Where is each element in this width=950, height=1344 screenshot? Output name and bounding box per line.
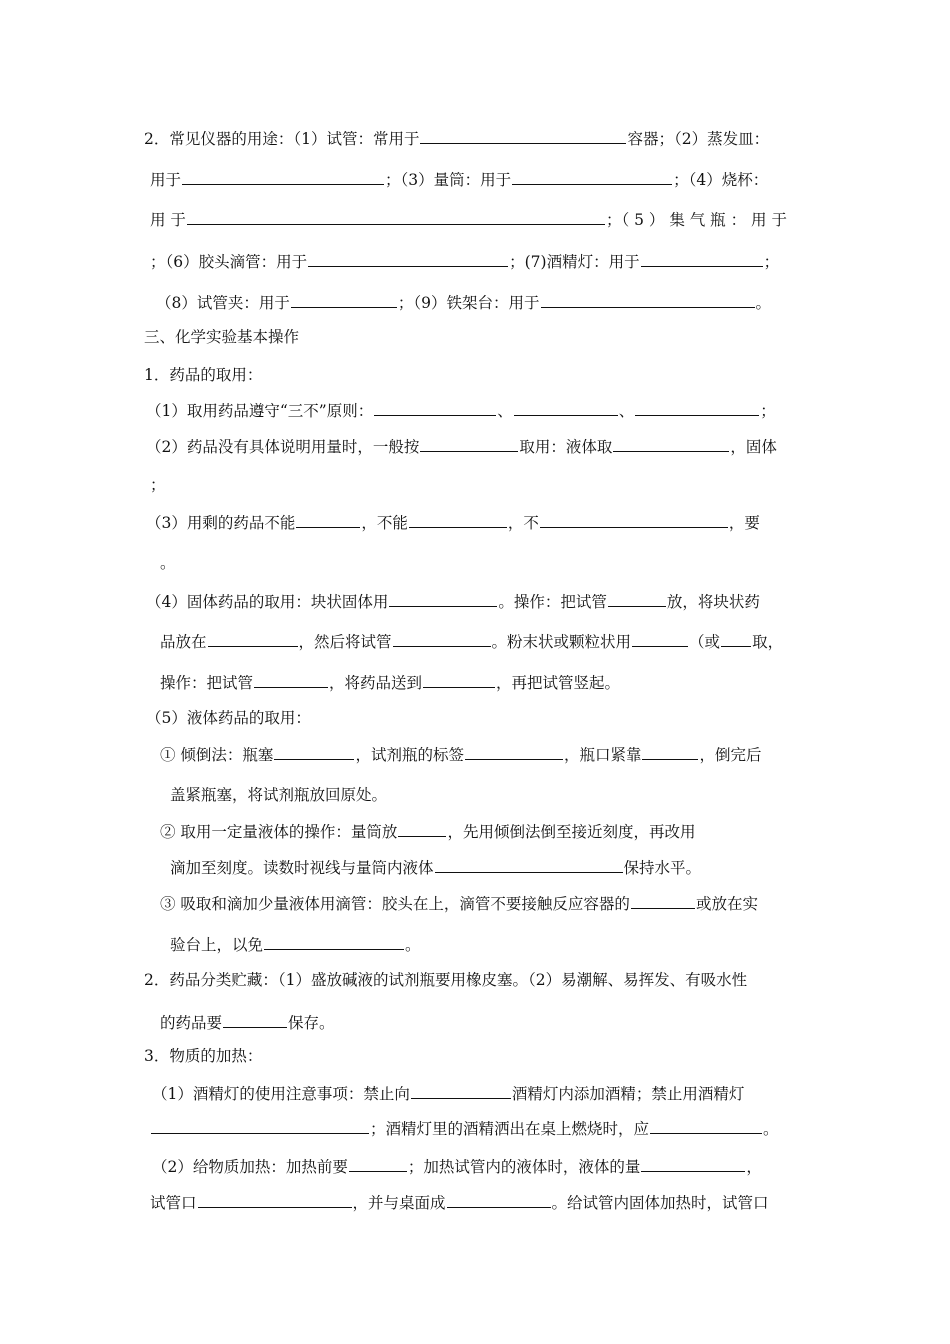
text: （8）试管夹：用于 — [156, 294, 290, 312]
text: 1．药品的取用： — [144, 366, 263, 384]
subheading-taking-drugs — [144, 364, 262, 386]
text: 保持水平。 — [623, 859, 702, 877]
blank-input[interactable] — [447, 1191, 551, 1208]
text: 。操作：把试管 — [498, 593, 607, 611]
blank-input[interactable] — [223, 1011, 287, 1028]
text: 、 — [618, 402, 635, 420]
line-pouring-cont — [170, 784, 387, 806]
blank-input[interactable] — [641, 1155, 745, 1172]
text: （或 — [689, 633, 721, 651]
text: 用于 — [150, 171, 182, 189]
line-measuring — [160, 820, 695, 843]
text: 。 — [755, 294, 772, 312]
subheading-heating — [144, 1045, 262, 1067]
text: ③ 吸取和滴加少量液体用滴管：胶头在上，滴管不要接触反应容器的 — [160, 895, 630, 913]
text: （2）药品没有具体说明用量时，一般按 — [146, 438, 420, 456]
text: ；（4）烧杯： — [673, 171, 769, 189]
line-storage — [144, 969, 747, 991]
blank-input[interactable] — [264, 933, 404, 950]
text: 或放在实 — [695, 895, 758, 913]
text: 试管口 — [150, 1194, 197, 1212]
blank-input[interactable] — [420, 127, 626, 144]
line-dropper — [160, 892, 758, 915]
text: ，固体 — [730, 438, 777, 456]
line-beaker — [150, 208, 787, 231]
text: 滴加至刻度。读数时视线与量筒内液体 — [170, 859, 434, 877]
text: 取用：液体取 — [519, 438, 613, 456]
blank-input[interactable] — [613, 435, 729, 452]
blank-input[interactable] — [635, 399, 759, 416]
text: ，再把试管竖起。 — [496, 674, 621, 692]
text: 。 — [405, 936, 421, 954]
blank-input[interactable] — [151, 1117, 369, 1134]
text: （1）取用药品遵守“三不”原则： — [146, 402, 374, 420]
text: ；（6）胶头滴管：用于 — [150, 253, 308, 271]
blank-input[interactable] — [632, 630, 688, 647]
text: ② 取用一定量液体的操作：量筒放 — [160, 823, 398, 841]
text: ，不 — [507, 514, 539, 532]
line-heating-cont — [150, 1191, 769, 1214]
text: 3．物质的加热： — [144, 1047, 263, 1065]
text: 验台上，以免 — [170, 936, 264, 954]
text: ； — [150, 476, 166, 494]
line-leftover — [146, 511, 760, 534]
blank-input[interactable] — [642, 743, 698, 760]
text: （2）给物质加热：加热前要 — [152, 1158, 348, 1176]
text: 取， — [752, 633, 784, 651]
blank-input[interactable] — [721, 630, 751, 647]
text: 2．药品分类贮藏：（1）盛放碱液的试剂瓶要用橡皮塞。（2）易潮解、易挥发、有吸水性 — [144, 971, 748, 989]
line-dosage-cont — [150, 474, 166, 496]
blank-input[interactable] — [389, 590, 497, 607]
blank-input[interactable] — [641, 250, 763, 267]
blank-input[interactable] — [631, 892, 695, 909]
line-evaporating-dish — [150, 168, 768, 191]
blank-input[interactable] — [465, 743, 563, 760]
text: ，并与桌面成 — [352, 1194, 446, 1212]
line-heating — [152, 1155, 762, 1178]
blank-input[interactable] — [374, 399, 496, 416]
blank-input[interactable] — [296, 511, 360, 528]
line-solid-taking-2 — [160, 630, 783, 653]
blank-input[interactable] — [435, 856, 623, 873]
line-three-nos — [146, 399, 776, 422]
line-measuring-cont — [170, 856, 701, 879]
blank-input[interactable] — [541, 291, 755, 308]
text: 放，将块状药 — [666, 593, 760, 611]
text: ； — [760, 402, 776, 420]
text: 。给试管内固体加热时，试管口 — [551, 1194, 769, 1212]
blank-input[interactable] — [540, 511, 728, 528]
text: ； — [763, 253, 780, 271]
text: ，不能 — [361, 514, 408, 532]
text: 酒精灯内添加酒精；禁止用酒精灯 — [511, 1085, 745, 1103]
blank-input[interactable] — [420, 435, 518, 452]
text: ；（3）量筒：用于 — [385, 171, 512, 189]
line-dropper-cont — [170, 933, 421, 956]
text: ① 倾倒法：瓶塞 — [160, 746, 274, 764]
text: 2．常见仪器的用途：（1）试管：常用于 — [144, 130, 420, 148]
text: 用 于 — [150, 211, 186, 229]
blank-input[interactable] — [650, 1117, 762, 1134]
text: ；（9）铁架台：用于 — [397, 294, 540, 312]
line-tube-holder — [156, 291, 771, 314]
line-alcohol-lamp-cont — [150, 1117, 779, 1140]
text: （3）用剩的药品不能 — [146, 514, 296, 532]
blank-input[interactable] — [291, 291, 397, 308]
text: 盖紧瓶塞，将试剂瓶放回原处。 — [170, 786, 388, 804]
text: ；（ 5 ） 集 气 瓶 ： 用 于 — [605, 211, 787, 229]
text: （1）酒精灯的使用注意事项：禁止向 — [152, 1085, 410, 1103]
blank-input[interactable] — [254, 671, 328, 688]
line-leftover-cont — [160, 552, 176, 574]
blank-input[interactable] — [409, 511, 507, 528]
line-solid-taking-3 — [160, 671, 620, 694]
text: ；(7)酒精灯：用于 — [509, 253, 640, 271]
line-pouring — [160, 743, 761, 766]
blank-input[interactable] — [198, 1191, 352, 1208]
text: ，试剂瓶的标签 — [355, 746, 464, 764]
text: ，倒完后 — [699, 746, 762, 764]
text: ， — [746, 1158, 762, 1176]
blank-input[interactable] — [411, 1082, 511, 1099]
text: 。 — [763, 1120, 779, 1138]
blank-input[interactable] — [208, 630, 298, 647]
text: ；酒精灯里的酒精洒出在桌上燃烧时，应 — [370, 1120, 650, 1138]
subheading-liquid — [146, 707, 311, 729]
text: 操作：把试管 — [160, 674, 254, 692]
line-dropper-lamp — [150, 250, 779, 273]
line-storage-cont — [160, 1011, 335, 1034]
text: （4）固体药品的取用：块状固体用 — [146, 593, 389, 611]
text: 、 — [497, 402, 513, 420]
text: 品放在 — [160, 633, 207, 651]
text: 容器；（2）蒸发皿： — [627, 130, 770, 148]
text: ，然后将试管 — [298, 633, 392, 651]
text: ，将药品送到 — [329, 674, 423, 692]
blank-input[interactable] — [308, 250, 508, 267]
text: 三、化学实验基本操作 — [144, 328, 300, 346]
blank-input[interactable] — [182, 168, 384, 185]
line-instrument-uses — [144, 127, 769, 150]
text: （5）液体药品的取用： — [146, 709, 311, 727]
line-solid-taking — [146, 590, 760, 613]
blank-input[interactable] — [349, 1155, 407, 1172]
line-dosage — [146, 435, 777, 458]
text: ，先用倾倒法倒至接近刻度，再改用 — [447, 823, 696, 841]
blank-input[interactable] — [514, 399, 618, 416]
blank-input[interactable] — [512, 168, 672, 185]
blank-input[interactable] — [274, 743, 354, 760]
blank-input[interactable] — [608, 590, 666, 607]
blank-input[interactable] — [423, 671, 495, 688]
text: 。粉末状或颗粒状用 — [491, 633, 632, 651]
blank-input[interactable] — [398, 820, 446, 837]
blank-input[interactable] — [187, 208, 605, 225]
line-alcohol-lamp — [152, 1082, 744, 1105]
text: 保存。 — [288, 1014, 335, 1032]
blank-input[interactable] — [393, 630, 491, 647]
text: ，要 — [728, 514, 760, 532]
text: ，瓶口紧靠 — [563, 746, 642, 764]
text: ；加热试管内的液体时，液体的量 — [407, 1158, 641, 1176]
text: 的药品要 — [160, 1014, 223, 1032]
section-heading — [144, 326, 299, 348]
text: 。 — [160, 554, 176, 572]
